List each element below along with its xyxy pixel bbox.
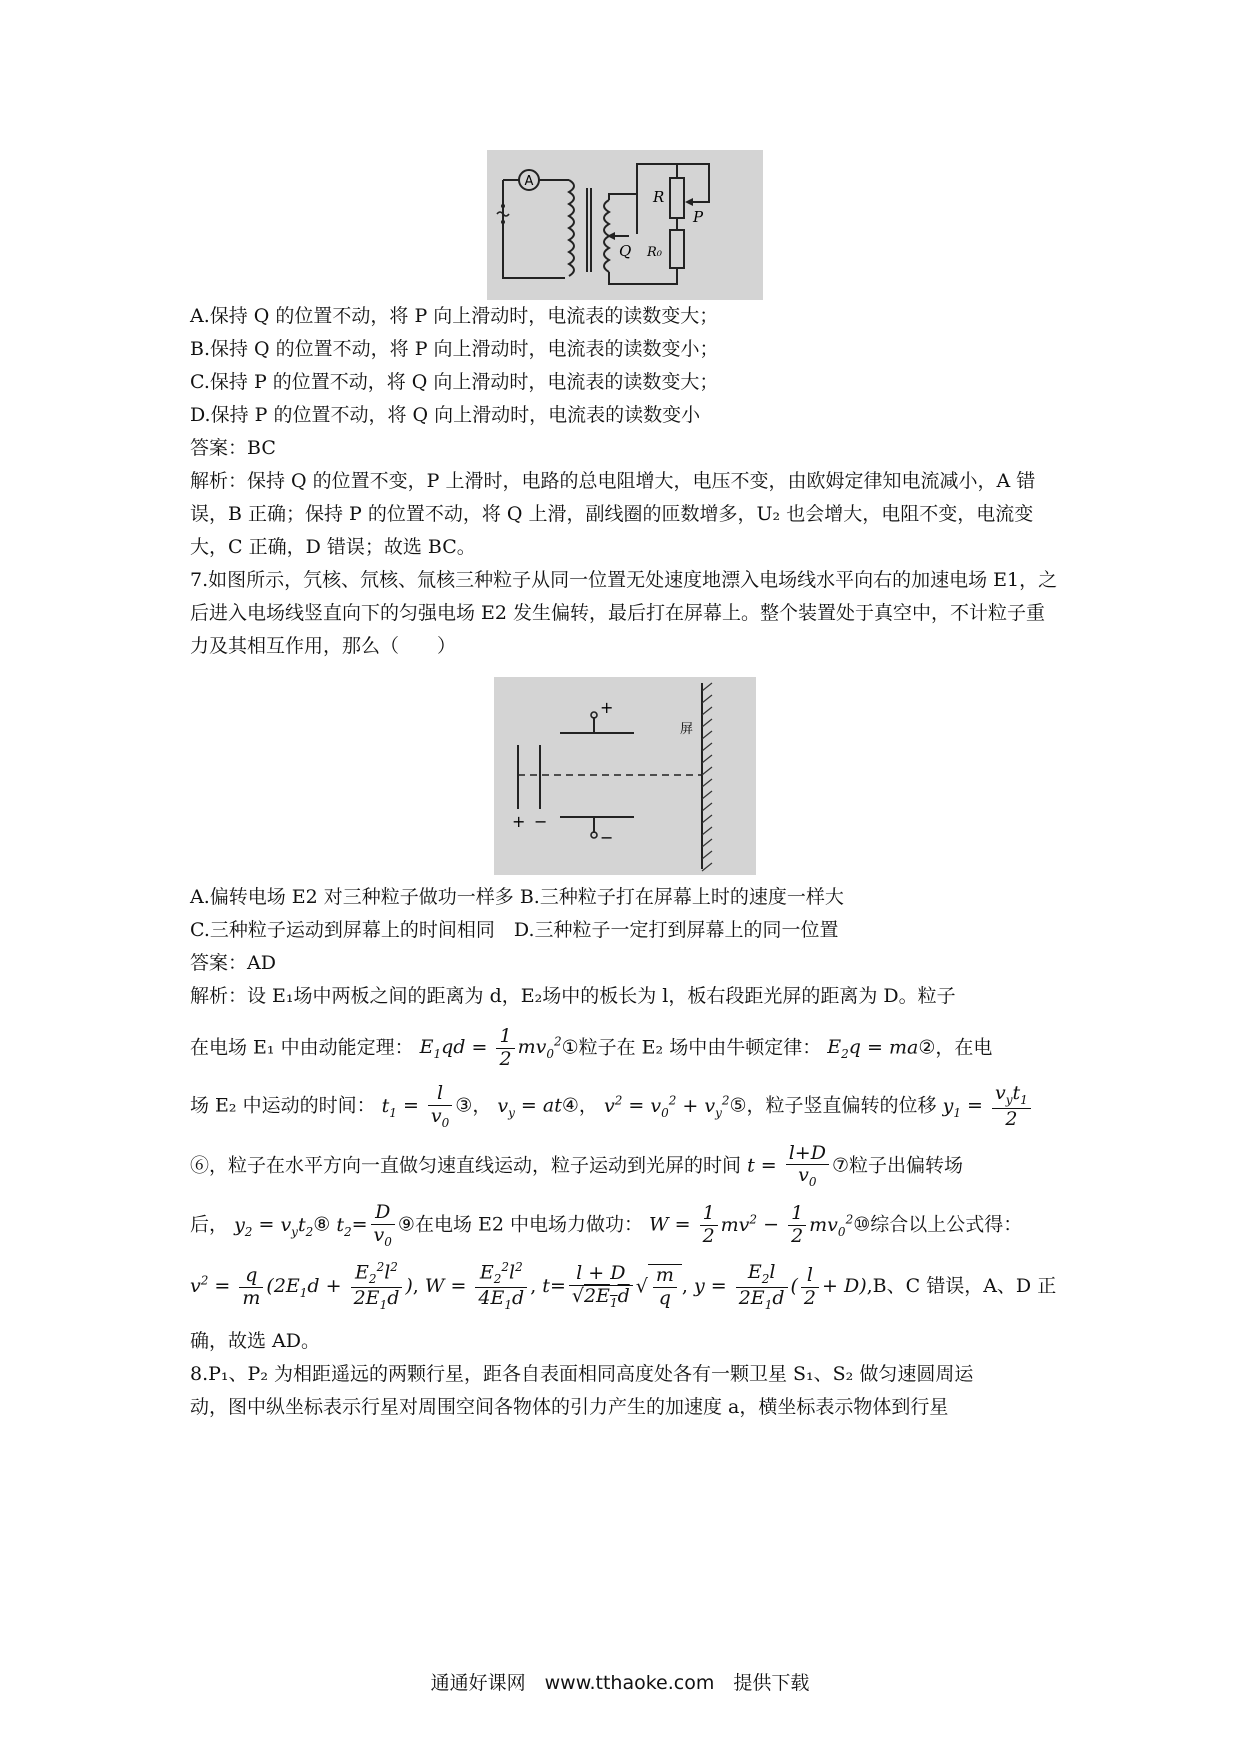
plate-bottom-minus: − <box>600 828 614 847</box>
answer-q6: 答案：BC <box>190 437 276 459</box>
analysis-q7-eq-line-4: 后， $y_2$ = $v_yt_2⑧$ $t_2=$ $\frac{D}{v_0}$ ⑨在电场 E2 中电场力做功： W = $\frac{1}{2}$ $mv^2$ − $\frac{1}{2}$ $mv_0^2⑩$综合以上公式得： <box>190 1201 1023 1249</box>
document-body <box>190 150 1060 1424</box>
answer-q7: 答案：AD <box>190 952 276 974</box>
analysis-q7-intro: 解析：设 E₁场中两板之间的距离为 d，E₂场中的板长为 l，板右段距光屏的距离为 D。粒子 <box>190 985 956 1007</box>
resistor-r0-label: R₀ <box>647 245 662 260</box>
option-d: D.保持 P 的位置不动，将 Q 向上滑动时，电流表的读数变小 <box>190 404 701 426</box>
question-8-line-2: 动，图中纵坐标表示行星对周围空间各物体的引力产生的加速度 a，横坐标表示物体到行星 <box>190 1395 949 1418</box>
plate-top-plus: + <box>600 698 614 717</box>
option-c: C.保持 P 的位置不动，将 Q 向上滑动时，电流表的读数变大； <box>190 371 719 393</box>
page-footer: 通通好课网 www.tthaoke.com 提供下载 <box>430 1672 810 1694</box>
q7-options-line-1: A.偏转电场 E2 对三种粒子做功一样多 B.三种粒子打在屏幕上时的速度一样大 <box>190 886 844 908</box>
option-a: A.保持 Q 的位置不动，将 P 向上滑动时，电流表的读数变大； <box>190 305 719 327</box>
analysis-q7-eq-line-2: 场 E₂ 中运动的时间： $t_1$ = $\frac{l}{v_0}$ ③， $v_y$ = at④， $v^2 = v_0^2$ + $v_y^2⑤$，粒子竖直偏转的位移 $y_1$ = $\frac{v_yt_1}{2}$ <box>190 1083 1060 1130</box>
transformer-circuit-figure <box>487 150 763 300</box>
screen-label: 屏 <box>680 722 694 737</box>
tap-q-label: Q <box>619 242 632 260</box>
question-7-stem: 7.如图所示，氕核、氘核、氚核三种粒子从同一位置无处速度地漂入电场线水平向右的加速电场 E1，之后进入电场线竖直向下的匀强电场 E2 发生偏转，最后打在屏幕上。整个装置处于真空中，不计粒子重力及其相互作用，那么（ ） <box>190 569 1058 657</box>
analysis-q7-eq-line-3: ⑥，粒子在水平方向一直做匀速直线运动，粒子运动到光屏的时间 t = $\frac{l+D}{v_0}$ ⑦粒子出偏转场 <box>190 1141 963 1190</box>
deflection-apparatus-figure <box>494 677 756 875</box>
accel-plate-minus: − <box>534 812 548 831</box>
slider-p-label: P <box>693 208 704 226</box>
analysis-q7-eq-line-1: 在电场 E₁ 中由动能定理： $E_1qd$ = $\frac{1}{2}$ $mv_0^2①$粒子在 E₂ 场中由牛顿定律： $E_2q$ = ma②，在电 <box>190 1024 993 1070</box>
q7-options-line-2: C.三种粒子运动到屏幕上的时间相同 D.三种粒子一定打到屏幕上的同一位置 <box>190 919 839 941</box>
question-8-line-1: 8.P₁、P₂ 为相距遥远的两颗行星，距各自表面相同高度处各有一颗卫星 S₁、S₂ 做匀速圆周运 <box>190 1362 974 1385</box>
analysis-q7-eq-line-5: $v^2$ = $\frac{q}{m}$ ($2E_1d$ + $\frac{E_2^2l^2}{2E_1d}$ ), W = $\frac{E_2^2l^2}{4E_1d}$ , t= $\frac{l + D}{√2E_1d}$ √ $\frac{m}{q}$ , y = $\frac{E_2l}{2E_1d}$ ( $\frac{l}{2}$ + D),B、C 错误，A、D 正 <box>190 1260 1057 1313</box>
resistor-r-label: R <box>653 188 665 206</box>
accel-plate-plus: + <box>512 812 526 831</box>
analysis-q6: 解析：保持 Q 的位置不变，P 上滑时，电路的总电阻增大，电压不变，由欧姆定律知电流减小，A 错误，B 正确；保持 P 的位置不动，将 Q 上滑，副线圈的匝数增多，U₂ 也会增大，电阻不变，电流变大，C 正确，D 错误；故选 BC。 <box>190 470 1036 558</box>
ammeter-label: A <box>524 174 534 189</box>
analysis-q7-conclusion: 确，故选 AD。 <box>190 1329 320 1352</box>
option-b: B.保持 Q 的位置不动，将 P 向上滑动时，电流表的读数变小； <box>190 338 719 360</box>
